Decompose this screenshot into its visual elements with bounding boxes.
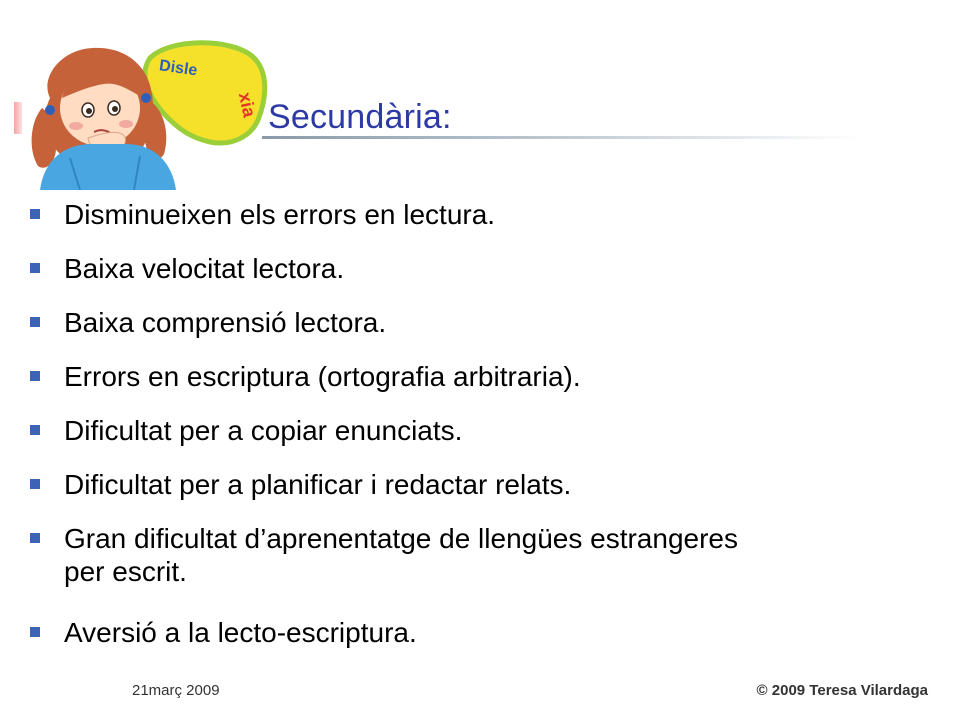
footer-copyright: © 2009 Teresa Vilardaga: [756, 682, 928, 699]
bullet-item: [64, 414, 784, 447]
square-bullet-icon: [30, 425, 40, 435]
bullet-text: Baixa velocitat lectora.: [64, 253, 345, 284]
bullet-text: Gran dificultat d’aprenentatge de llengües estrangeres per escrit.: [64, 523, 738, 587]
bullet-item: [64, 252, 784, 285]
square-bullet-icon: [30, 263, 40, 273]
square-bullet-icon: [30, 627, 40, 637]
bullet-item: [64, 306, 784, 339]
square-bullet-icon: [30, 479, 40, 489]
square-bullet-icon: [30, 209, 40, 219]
bullet-item: [64, 198, 784, 231]
footer-date: 21març 2009: [132, 682, 220, 699]
bullet-text: Disminueixen els errors en lectura.: [64, 199, 496, 230]
slide-title: Secundària:: [268, 98, 452, 136]
svg-text:xia: xia: [234, 90, 260, 120]
decorative-accent-bar: [14, 102, 22, 134]
bullet-item: [64, 616, 784, 649]
square-bullet-icon: [30, 371, 40, 381]
svg-text:Disle: Disle: [158, 57, 199, 80]
bullet-text: Dificultat per a planificar i redactar relats.: [64, 469, 572, 500]
bullet-text: Aversió a la lecto-escriptura.: [64, 617, 417, 648]
girl-thinking-illustration: [30, 38, 268, 190]
bullet-text: Dificultat per a copiar enunciats.: [64, 415, 463, 446]
bullet-text: Baixa comprensió lectora.: [64, 307, 387, 338]
title-underline: [262, 136, 862, 139]
bullet-item: [64, 360, 784, 393]
bullet-text: Errors en escriptura (ortografia arbitraria).: [64, 361, 581, 392]
bullet-item: [64, 522, 784, 588]
bullet-item: [64, 468, 784, 501]
square-bullet-icon: [30, 533, 40, 543]
square-bullet-icon: [30, 317, 40, 327]
